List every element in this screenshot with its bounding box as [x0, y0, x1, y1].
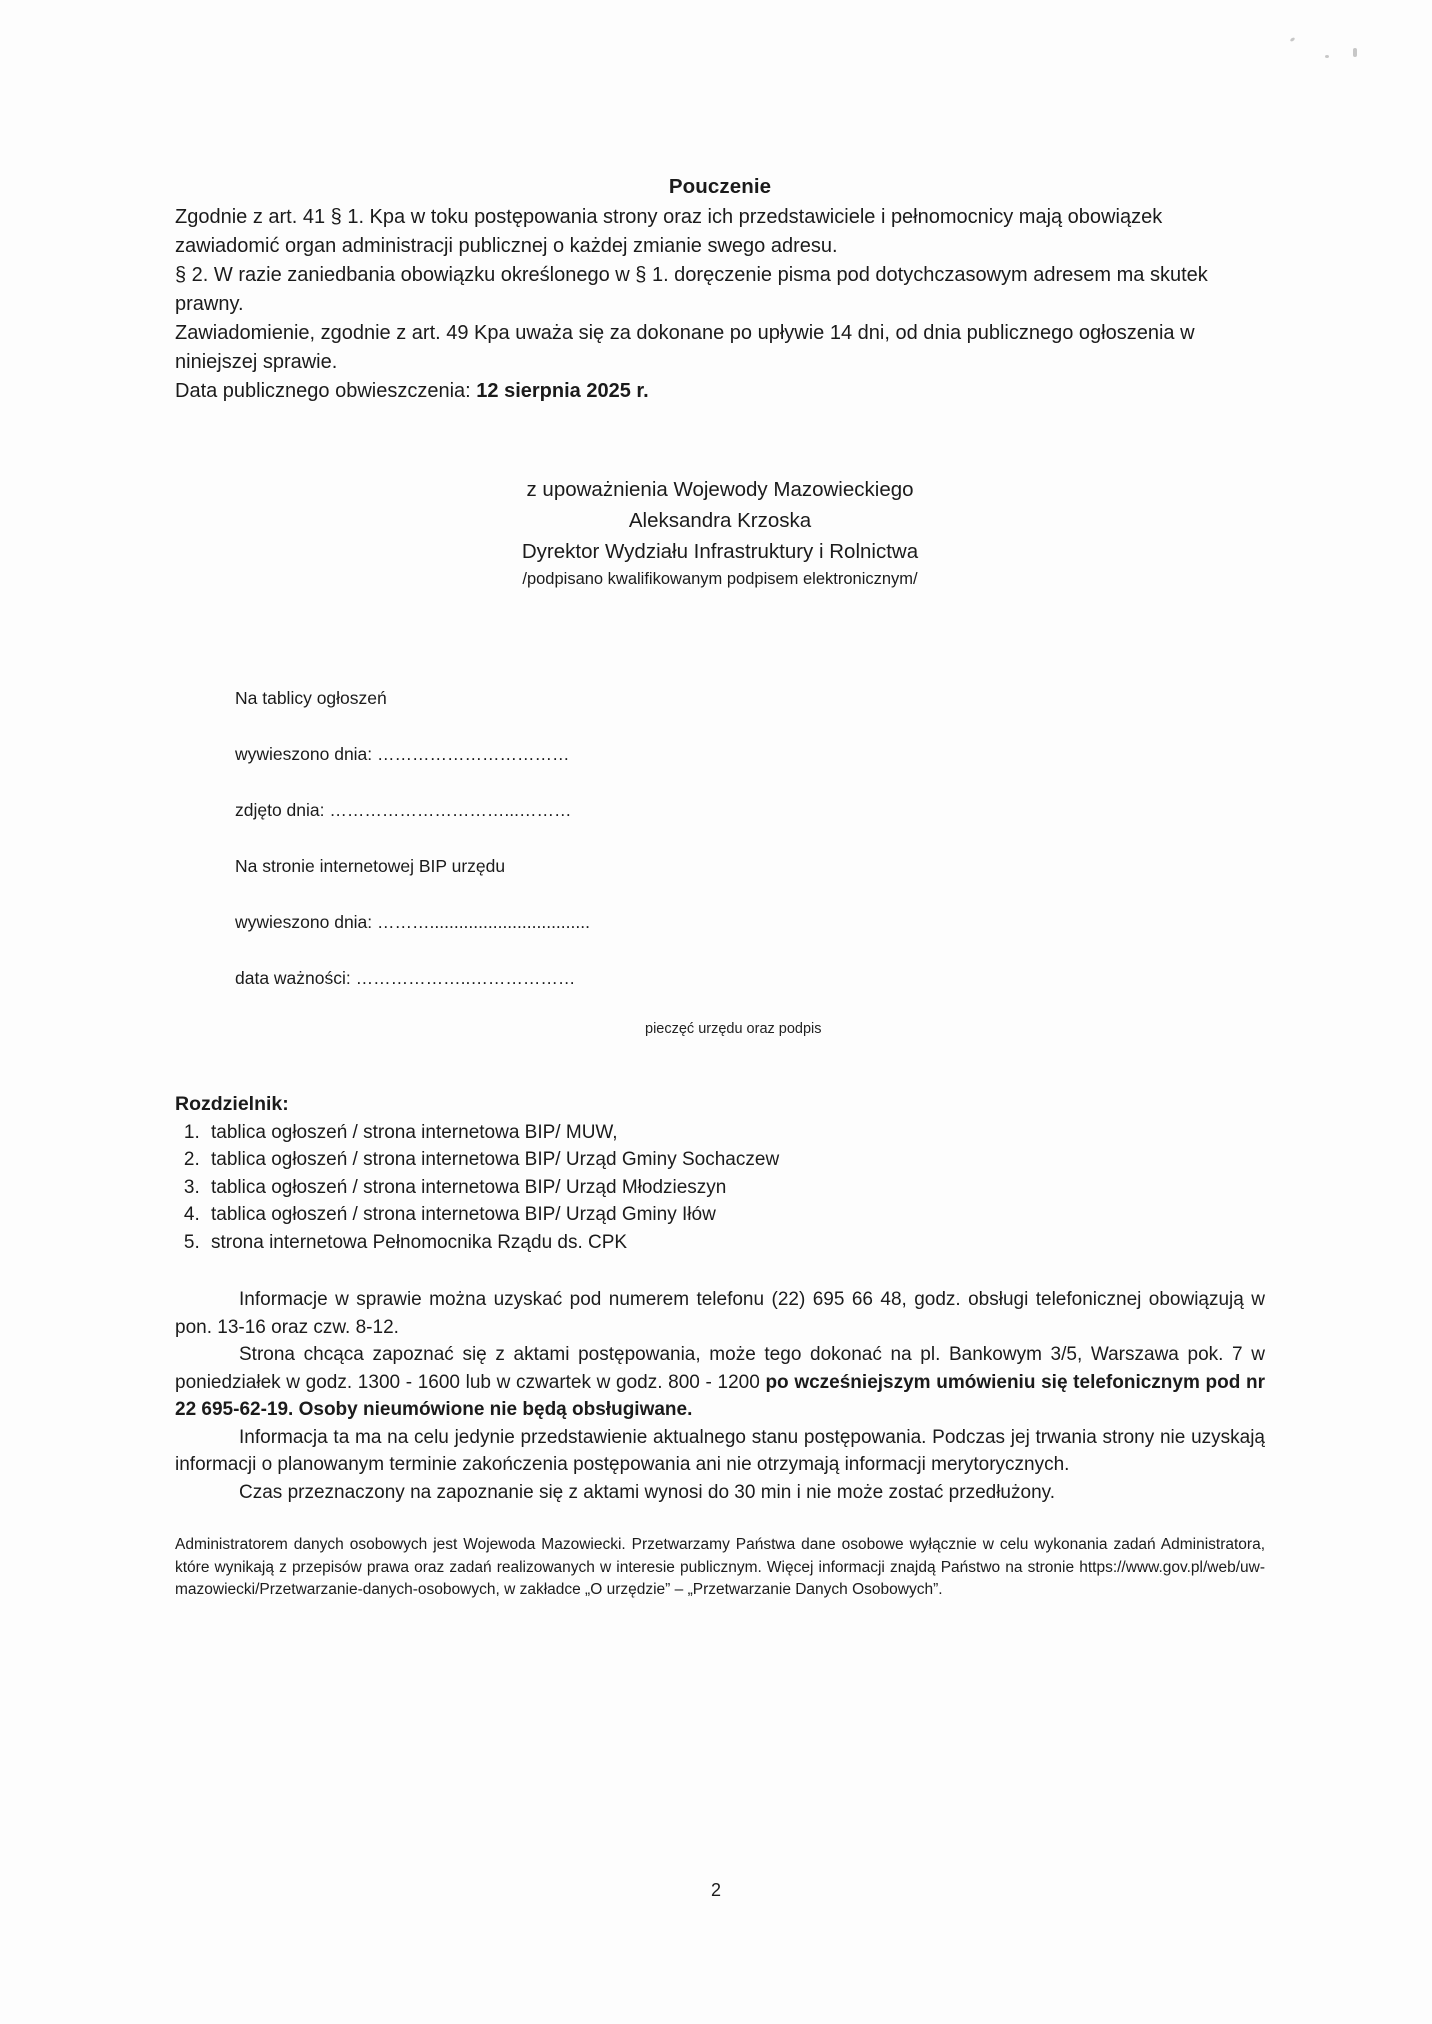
contact-paragraph-phone: Informacje w sprawie można uzyskać pod numerem telefonu (22) 695 66 48, godz. obsługi telefonicznej obowiązują w pon. 13-16 oraz czw. 8-12.	[175, 1289, 1265, 1338]
list-item: 1. tablica ogłoszeń / strona internetowa BIP/ MUW,	[205, 1119, 1265, 1147]
contact-files-text: Strona chcąca zapoznać się z aktami postępowania, może tego dokonać na pl. Bankowym 3/5, Warszawa pok. 7 w poniedziałek w godz. 1300 - 1600 lub w czwartek w godz. 800 - 1200	[175, 1344, 1265, 1393]
instruction-paragraph-1: Zgodnie z art. 41 § 1. Kpa w toku postępowania strony oraz ich przedstawiciele i pełnomocnicy mają obowiązek zawiadomić organ administracji publicznej o każdej zmianie swego adresu.	[175, 206, 1163, 257]
signature-name: Aleksandra Krzoska	[628, 509, 812, 532]
distribution-list	[175, 1119, 1265, 1257]
contact-information-block	[175, 1286, 1265, 1506]
instruction-paragraph-3: Zawiadomienie, zgodnie z art. 49 Kpa uważa się za dokonane po upływie 14 dni, od dnia publicznego ogłoszenia w niniejszej sprawie.	[175, 322, 1195, 373]
page-title: Pouczenie	[668, 175, 772, 198]
signature-note: /podpisano kwalifikowanym podpisem elektronicznym/	[522, 570, 918, 588]
posting-bip-header: Na stronie internetowej BIP urzędu	[235, 856, 506, 876]
posting-board-posted-line: wywieszono dnia: ……………………………	[235, 744, 570, 764]
list-item: 5. strona internetowa Pełnomocnika Rządu ds. CPK	[205, 1229, 1265, 1257]
publication-date-value: 12 sierpnia 2025 r.	[476, 380, 649, 402]
posting-record-block	[175, 685, 1265, 991]
scan-artifact-speck	[1353, 48, 1357, 57]
instruction-paragraph-2: § 2. W razie zaniedbania obowiązku określonego w § 1. doręczenie pisma pod dotychczasowym adresem ma skutek prawny.	[175, 264, 1208, 315]
contact-paragraph-duration: Czas przeznaczony na zapoznanie się z aktami wynosi do 30 min i nie może zostać przedłużony.	[239, 1481, 1055, 1503]
publication-date-line	[175, 377, 1265, 406]
distribution-list-title: Rozdzielnik:	[175, 1093, 289, 1115]
scan-artifact-speck	[1325, 55, 1329, 58]
scan-artifact-speck	[1290, 37, 1296, 42]
contact-paragraph-scope: Informacja ta ma na celu jedynie przedstawienie aktualnego stanu postępowania. Podczas jej trwania strony nie uzyskają informacji o planowanym terminie zakończenia postępowania ani nie otrzymają informacji merytorycznych.	[175, 1426, 1265, 1475]
privacy-notice-text: Administratorem danych osobowych jest Wojewoda Mazowiecki. Przetwarzamy Państwa dane osobowe wyłącznie w celu wykonania zadań Administratora, które wynikają z przepisów prawa oraz zadań realizowanych w interesie publicznym. Więcej informacji znajdą Państwo na stronie https://www.gov.pl/web/uw-mazowiecki/Przetwarzanie-danych-osobowych, w zakładce „O urzędzie” – „Przetwarzanie Danych Osobowych”.	[175, 1536, 1265, 1598]
posting-bip-posted-line: wywieszono dnia: ……….................................	[235, 912, 590, 932]
contact-paragraph-files	[175, 1341, 1265, 1424]
signature-position: Dyrektor Wydziału Infrastruktury i Rolnictwa	[521, 540, 919, 563]
list-item: 2. tablica ogłoszeń / strona internetowa BIP/ Urząd Gminy Sochaczew	[205, 1146, 1265, 1174]
signature-authority: z upoważnienia Wojewody Mazowieckiego	[526, 478, 914, 501]
document-body	[175, 175, 1265, 1602]
posting-board-removed-line: zdjęto dnia: …………………………...………	[235, 800, 572, 820]
contact-files-emphasis: po wcześniejszym umówieniu się telefonicznym pod nr 22 695-62-19. Osoby nieumówione nie będą obsługiwane.	[175, 1371, 1265, 1420]
publication-date-label: Data publicznego obwieszczenia:	[175, 380, 471, 402]
stamp-and-signature-note: pieczęć urzędu oraz podpis	[645, 1021, 822, 1037]
privacy-notice-block	[175, 1534, 1265, 1602]
page-number: 2	[710, 1880, 721, 1900]
distribution-list-block	[175, 1091, 1265, 1256]
posting-bip-validity-line: data ważności: ………………..………………	[235, 968, 576, 988]
list-item: 4. tablica ogłoszeń / strona internetowa BIP/ Urząd Gminy Iłów	[205, 1201, 1265, 1229]
signature-block	[175, 474, 1265, 591]
list-item: 3. tablica ogłoszeń / strona internetowa BIP/ Urząd Młodzieszyn	[205, 1174, 1265, 1202]
posting-board-header: Na tablicy ogłoszeń	[235, 688, 387, 708]
instruction-section	[175, 203, 1265, 406]
